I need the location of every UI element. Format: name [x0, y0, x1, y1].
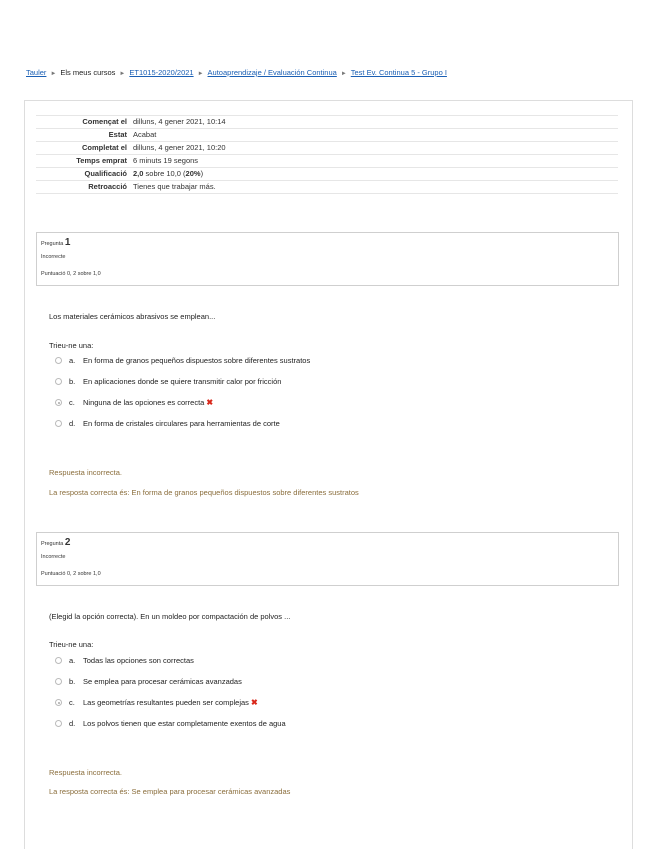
question-info-box: [36, 532, 619, 586]
answer-prompt: Trieu-ne una:: [49, 640, 94, 649]
summary-key: Estat: [36, 129, 130, 142]
feedback-text: Respuesta incorrecta.: [49, 768, 122, 777]
radio-button[interactable]: [55, 720, 62, 727]
option-letter: b.: [69, 377, 76, 386]
option-letter: a.: [69, 356, 76, 365]
radio-button-checked[interactable]: [55, 399, 62, 406]
option-letter: a.: [69, 656, 76, 665]
breadcrumb-separator: ►: [50, 71, 57, 77]
option-text: En forma de granos pequeños dispuestos sobre diferentes sustratos: [83, 356, 311, 365]
grade-end: ): [200, 169, 204, 178]
incorrect-icon: ✖: [206, 398, 214, 407]
summary-value: [130, 168, 618, 181]
breadcrumb-separator: ►: [119, 71, 126, 77]
question-text: (Elegid la opción correcta). En un moldeo por compactación de polvos ...: [49, 612, 291, 621]
answer-prompt: Trieu-ne una:: [49, 341, 94, 350]
summary-row-feedback: [36, 181, 618, 194]
summary-value: dilluns, 4 gener 2021, 10:20: [130, 142, 618, 155]
breadcrumb-dashboard-link[interactable]: Tauler: [26, 68, 47, 77]
breadcrumb-separator: ►: [197, 71, 204, 77]
answer-option[interactable]: [55, 719, 286, 728]
question-number-value: 1: [64, 237, 71, 248]
breadcrumb-section-link[interactable]: Autoaprendizaje / Evaluación Continua: [207, 68, 337, 77]
answer-option-selected[interactable]: [55, 398, 213, 407]
option-text: Se emplea para procesar cerámicas avanzadas: [83, 677, 242, 686]
option-letter: b.: [69, 677, 76, 686]
summary-key: Completat el: [36, 142, 130, 155]
answer-option[interactable]: [55, 419, 280, 428]
option-letter: d.: [69, 419, 76, 428]
breadcrumb-quiz-link[interactable]: Test Ev. Continua 5 - Grupo I: [350, 68, 447, 77]
option-text: En aplicaciones donde se quiere transmitir calor por fricción: [83, 377, 282, 386]
radio-button[interactable]: [55, 357, 62, 364]
summary-key: Temps emprat: [36, 155, 130, 168]
incorrect-icon: ✖: [250, 698, 258, 707]
grade-percent: 20%: [185, 169, 201, 178]
option-text: En forma de cristales circulares para herramientas de corte: [83, 419, 280, 428]
summary-row-state: [36, 129, 618, 142]
option-text: Ninguna de las opciones es correcta: [83, 398, 205, 407]
summary-key: Qualificació: [36, 168, 130, 181]
option-letter: c.: [69, 698, 75, 707]
option-letter: c.: [69, 398, 75, 407]
breadcrumb: [26, 68, 447, 77]
option-text: Los polvos tienen que estar completamente exentos de agua: [83, 719, 286, 728]
question-info-box: [36, 232, 619, 286]
answer-option[interactable]: [55, 656, 194, 665]
question-text: Los materiales cerámicos abrasivos se emplean...: [49, 312, 216, 321]
question-grade: Puntuació 0, 2 sobre 1,0: [41, 571, 101, 577]
breadcrumb-my-courses: Els meus cursos: [60, 68, 116, 77]
question-label: Pregunta: [41, 541, 64, 547]
correct-answer-text: La resposta correcta és: En forma de granos pequeños dispuestos sobre diferentes sustratos: [49, 488, 359, 497]
question-state: Incorrecte: [41, 254, 66, 260]
summary-value: Tienes que trabajar más.: [130, 181, 618, 194]
option-text: Las geometrías resultantes pueden ser complejas: [83, 698, 249, 707]
grade-mid: sobre 10,0 (: [143, 169, 186, 178]
question-label: Pregunta: [41, 241, 64, 247]
radio-button[interactable]: [55, 378, 62, 385]
option-letter: d.: [69, 719, 76, 728]
summary-key: Retroacció: [36, 181, 130, 194]
summary-value: dilluns, 4 gener 2021, 10:14: [130, 116, 618, 129]
question-state: Incorrecte: [41, 554, 66, 560]
grade-score: 2,0: [133, 169, 144, 178]
radio-button[interactable]: [55, 657, 62, 664]
summary-row-completed: [36, 142, 618, 155]
attempt-summary-table: [36, 115, 618, 194]
summary-row-started: [36, 116, 618, 129]
radio-button[interactable]: [55, 678, 62, 685]
breadcrumb-course-link[interactable]: ET1015-2020/2021: [129, 68, 194, 77]
summary-row-grade: [36, 168, 618, 181]
summary-value: 6 minuts 19 segons: [130, 155, 618, 168]
question-grade: Puntuació 0, 2 sobre 1,0: [41, 271, 101, 277]
feedback-text: Respuesta incorrecta.: [49, 468, 122, 477]
answer-option-selected[interactable]: [55, 698, 258, 707]
correct-answer-text: La resposta correcta és: Se emplea para procesar cerámicas avanzadas: [49, 787, 291, 796]
question-number: [41, 537, 70, 548]
radio-button-checked[interactable]: [55, 699, 62, 706]
summary-value: Acabat: [130, 129, 618, 142]
summary-key: Començat el: [36, 116, 130, 129]
question-number-value: 2: [64, 537, 71, 548]
breadcrumb-separator: ►: [340, 71, 347, 77]
option-text: Todas las opciones son correctas: [83, 656, 194, 665]
answer-option[interactable]: [55, 377, 281, 386]
answer-option[interactable]: [55, 677, 242, 686]
question-number: [41, 237, 70, 248]
answer-option[interactable]: [55, 356, 310, 365]
radio-button[interactable]: [55, 420, 62, 427]
summary-row-time: [36, 155, 618, 168]
